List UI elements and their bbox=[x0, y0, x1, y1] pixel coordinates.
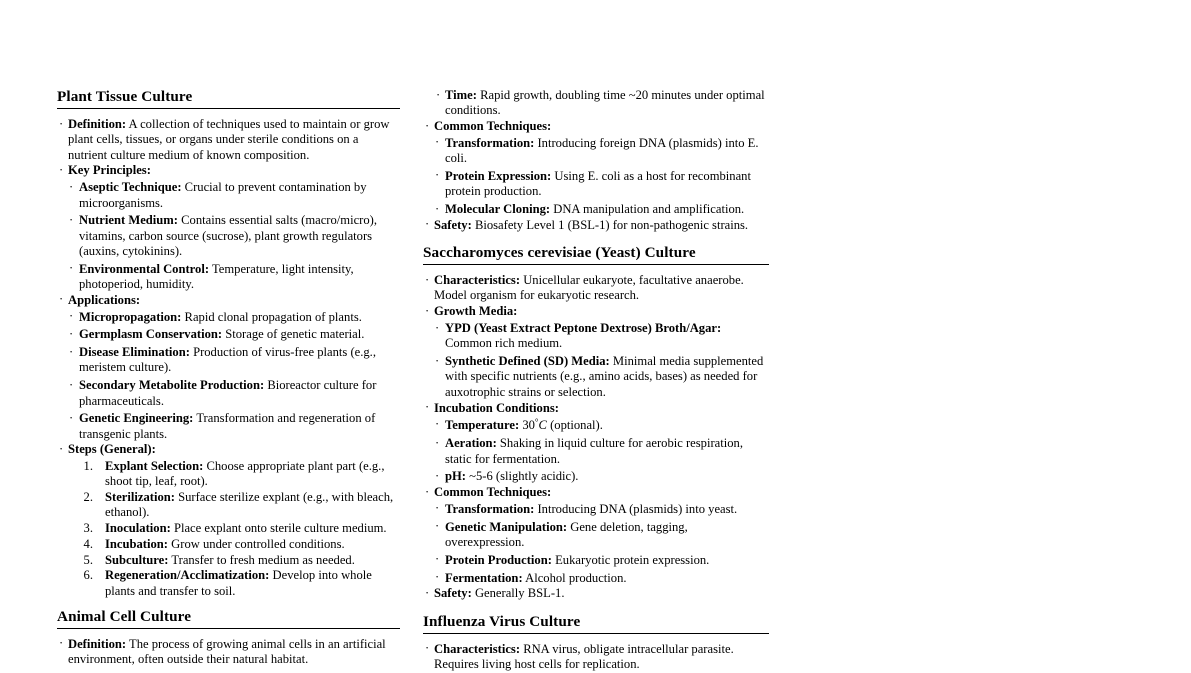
item-text: Crucial to prevent contamination by microorganisms. bbox=[79, 180, 367, 210]
bullet-list-level-1 bbox=[57, 637, 400, 668]
list-item bbox=[434, 169, 769, 200]
list-item bbox=[57, 442, 400, 598]
item-text: Generally BSL-1. bbox=[474, 586, 565, 601]
item-text: DNA manipulation and amplification. bbox=[553, 202, 745, 217]
item-lead: Transformation: bbox=[445, 135, 535, 150]
bullet-glyph: · bbox=[59, 441, 64, 456]
item-lead: Secondary Metabolite Production: bbox=[79, 378, 265, 393]
list-item bbox=[434, 553, 769, 568]
item-text: Temperature, light intensity, photoperiod, humidity. bbox=[79, 261, 354, 291]
degree-symbol: ° bbox=[534, 417, 539, 428]
item-text: Storage of genetic material. bbox=[225, 327, 365, 342]
heading-rule bbox=[423, 633, 769, 634]
item-lead: Aeration: bbox=[445, 436, 497, 451]
bullet-list-level-1 bbox=[423, 273, 769, 601]
item-text: Introducing DNA (plasmids) into yeast. bbox=[537, 501, 738, 516]
item-lead: Characteristics: bbox=[434, 273, 521, 288]
step-lead: Explant Selection: bbox=[105, 458, 204, 473]
item-text: Eukaryotic protein expression. bbox=[555, 552, 710, 567]
item-text: A collection of techniques used to maintain or grow plant cells, tissues, or organs under sterile conditions on a nutrient culture medium of known composition. bbox=[68, 117, 390, 162]
item-text: (optional). bbox=[550, 418, 603, 433]
item-text: Bioreactor culture for pharmaceuticals. bbox=[79, 378, 377, 408]
heading-rule bbox=[57, 108, 400, 109]
item-text: Rapid clonal propagation of plants. bbox=[184, 309, 362, 324]
bullet-list-level-2 bbox=[68, 180, 400, 292]
item-text: Gene deletion, tagging, overexpression. bbox=[445, 519, 688, 549]
item-lead: Disease Elimination: bbox=[79, 345, 190, 360]
item-text: Alcohol production. bbox=[525, 570, 627, 585]
step-item bbox=[68, 568, 400, 599]
item-text: Production of virus-free plants (e.g., meristem culture). bbox=[79, 345, 376, 375]
bullet-glyph: · bbox=[435, 168, 440, 183]
bullet-glyph: · bbox=[435, 416, 440, 431]
step-lead: Regeneration/Acclimatization: bbox=[105, 568, 270, 583]
section-yeast-culture bbox=[423, 244, 769, 602]
bullet-glyph: · bbox=[435, 468, 440, 483]
list-item bbox=[423, 586, 769, 601]
section-ecoli-continued bbox=[423, 88, 769, 233]
list-item bbox=[423, 485, 769, 586]
list-item bbox=[68, 378, 400, 409]
item-lead: Genetic Engineering: bbox=[79, 411, 194, 426]
item-lead: Common Techniques: bbox=[434, 485, 552, 500]
item-lead: Nutrient Medium: bbox=[79, 213, 178, 228]
item-text: Transformation and regeneration of transgenic plants. bbox=[79, 411, 376, 441]
list-item bbox=[423, 88, 769, 119]
bullet-glyph: · bbox=[69, 212, 74, 227]
list-item bbox=[57, 163, 400, 292]
bullet-glyph: · bbox=[435, 353, 440, 368]
list-item bbox=[68, 310, 400, 325]
item-lead: YPD (Yeast Extract Peptone Dextrose) Broth/Agar: bbox=[445, 321, 722, 336]
item-lead: Growth Media: bbox=[434, 304, 518, 319]
bullet-glyph: · bbox=[425, 400, 430, 415]
step-item bbox=[68, 459, 400, 490]
step-text: Develop into whole plants and transfer to soil. bbox=[105, 568, 372, 598]
bullet-list-level-1 bbox=[57, 117, 400, 599]
item-lead: Environmental Control: bbox=[79, 261, 210, 276]
item-lead: Steps (General): bbox=[68, 442, 156, 457]
list-item bbox=[434, 321, 769, 352]
bullet-glyph: · bbox=[59, 636, 64, 651]
section-animal-cell-culture bbox=[57, 608, 400, 668]
bullet-glyph: · bbox=[435, 201, 440, 216]
item-text: Contains essential salts (macro/micro), vitamins, carbon source (sucrose), plant growth regulators (auxins, cytokinins). bbox=[79, 213, 378, 258]
item-lead: Applications: bbox=[68, 292, 141, 307]
list-item bbox=[423, 119, 769, 217]
item-lead: Micropropagation: bbox=[79, 309, 182, 324]
item-lead: Definition: bbox=[68, 117, 127, 132]
list-item bbox=[434, 136, 769, 167]
item-lead: Protein Expression: bbox=[445, 168, 552, 183]
item-lead: Key Principles: bbox=[68, 163, 151, 178]
list-item bbox=[434, 417, 769, 433]
step-text: Transfer to fresh medium as needed. bbox=[171, 552, 355, 567]
bullet-glyph: · bbox=[69, 309, 74, 324]
list-item bbox=[423, 218, 769, 233]
bullet-list-level-2 bbox=[434, 136, 769, 217]
step-lead: Inoculation: bbox=[105, 520, 171, 535]
bullet-glyph: · bbox=[436, 87, 441, 102]
step-item bbox=[68, 537, 400, 552]
list-item bbox=[434, 202, 769, 217]
item-lead: Aseptic Technique: bbox=[79, 180, 182, 195]
item-text: ~5-6 (slightly acidic). bbox=[469, 469, 579, 484]
step-text: Place explant onto sterile culture medium. bbox=[173, 520, 387, 535]
item-text: Unicellular eukaryote, facultative anaerobe. Model organism for eukaryotic research. bbox=[434, 273, 744, 303]
list-item bbox=[68, 262, 400, 293]
bullet-list-level-1 bbox=[423, 88, 769, 233]
bullet-glyph: · bbox=[435, 519, 440, 534]
list-item bbox=[423, 642, 769, 673]
list-item bbox=[423, 401, 769, 485]
item-text: Shaking in liquid culture for aerobic respiration, static for fermentation. bbox=[445, 436, 743, 466]
bullet-glyph: · bbox=[435, 320, 440, 335]
bullet-glyph: · bbox=[435, 435, 440, 450]
item-lead: Common Techniques: bbox=[434, 119, 552, 134]
bullet-glyph: · bbox=[59, 116, 64, 131]
step-item bbox=[68, 553, 400, 568]
bullet-glyph: · bbox=[435, 552, 440, 567]
section-heading: Animal Cell Culture bbox=[57, 607, 192, 625]
bullet-list-level-2 bbox=[434, 417, 769, 484]
bullet-list-level-2 bbox=[434, 502, 769, 586]
section-heading: Saccharomyces cerevisiae (Yeast) Culture bbox=[423, 244, 696, 262]
item-text: Minimal media supplemented with specific nutrients (e.g., amino acids, bases) as needed for auxotrophic strains or selection. bbox=[445, 354, 764, 399]
bullet-list-level-1 bbox=[423, 642, 769, 673]
step-lead: Sterilization: bbox=[105, 489, 175, 504]
step-lead: Subculture: bbox=[105, 552, 169, 567]
item-lead: pH: bbox=[445, 469, 466, 484]
heading-rule bbox=[57, 628, 400, 629]
list-item bbox=[57, 293, 400, 442]
bullet-glyph: · bbox=[425, 118, 430, 133]
list-item bbox=[434, 469, 769, 484]
bullet-glyph: · bbox=[425, 272, 430, 287]
temperature-unit: C bbox=[538, 418, 547, 433]
bullet-list-level-2 bbox=[434, 321, 769, 400]
section-influenza-virus-culture bbox=[423, 613, 769, 673]
bullet-list-level-2 bbox=[68, 310, 400, 442]
item-lead: Germplasm Conservation: bbox=[79, 327, 223, 342]
list-item bbox=[434, 354, 769, 400]
bullet-glyph: · bbox=[69, 179, 74, 194]
list-item bbox=[68, 180, 400, 211]
bullet-glyph: · bbox=[69, 261, 74, 276]
step-text: Grow under controlled conditions. bbox=[171, 536, 345, 551]
bullet-glyph: · bbox=[425, 217, 430, 232]
temperature-value bbox=[522, 418, 547, 432]
bullet-glyph: · bbox=[435, 501, 440, 516]
list-item bbox=[434, 571, 769, 586]
item-lead: Incubation Conditions: bbox=[434, 400, 559, 415]
list-item bbox=[68, 345, 400, 376]
item-lead: Time: bbox=[445, 88, 477, 102]
item-text: The process of growing animal cells in an artificial environment, often outside their natural habitat. bbox=[68, 636, 386, 667]
left-column bbox=[57, 88, 400, 673]
list-item bbox=[434, 502, 769, 517]
item-lead: Genetic Manipulation: bbox=[445, 519, 568, 534]
item-lead: Molecular Cloning: bbox=[445, 202, 551, 217]
list-item bbox=[57, 637, 400, 668]
section-heading: Plant Tissue Culture bbox=[57, 88, 193, 105]
right-column bbox=[423, 88, 769, 673]
temperature-number: 30 bbox=[522, 418, 535, 433]
bullet-glyph: · bbox=[69, 410, 74, 425]
bullet-glyph: · bbox=[425, 641, 430, 656]
item-lead: Temperature: bbox=[445, 418, 520, 433]
item-lead: Definition: bbox=[68, 636, 127, 651]
step-lead: Incubation: bbox=[105, 536, 168, 551]
two-column-layout bbox=[57, 88, 769, 673]
numbered-step-list bbox=[68, 459, 400, 599]
section-plant-tissue-culture bbox=[57, 88, 400, 599]
heading-rule bbox=[423, 264, 769, 265]
item-text: Introducing foreign DNA (plasmids) into E. coli. bbox=[445, 135, 759, 166]
bullet-glyph: · bbox=[425, 585, 430, 600]
item-text: Using E. coli as a host for recombinant protein production. bbox=[445, 168, 751, 199]
list-item bbox=[423, 304, 769, 400]
item-lead: Safety: bbox=[434, 586, 472, 601]
step-item bbox=[68, 521, 400, 536]
item-text: Rapid growth, doubling time ~20 minutes under optimal conditions. bbox=[445, 88, 765, 118]
list-item bbox=[423, 273, 769, 304]
bullet-glyph: · bbox=[425, 303, 430, 318]
bullet-glyph: · bbox=[59, 292, 64, 307]
list-item bbox=[434, 520, 769, 551]
item-text: Common rich medium. bbox=[445, 336, 563, 351]
bullet-glyph: · bbox=[59, 162, 64, 177]
bullet-glyph: · bbox=[435, 135, 440, 150]
step-text: Surface sterilize explant (e.g., with bleach, ethanol). bbox=[105, 489, 394, 520]
item-lead: Fermentation: bbox=[445, 570, 523, 585]
bullet-glyph: · bbox=[425, 484, 430, 499]
bullet-glyph: · bbox=[69, 344, 74, 359]
section-heading: Influenza Virus Culture bbox=[423, 612, 581, 630]
item-lead: Synthetic Defined (SD) Media: bbox=[445, 354, 610, 369]
item-text: RNA virus, obligate intracellular parasite. Requires living host cells for replication. bbox=[434, 641, 734, 671]
item-lead: Protein Production: bbox=[445, 552, 552, 567]
list-item bbox=[68, 327, 400, 342]
bullet-glyph: · bbox=[69, 326, 74, 341]
list-item bbox=[434, 436, 769, 467]
step-text: Choose appropriate plant part (e.g., shoot tip, leaf, root). bbox=[105, 458, 385, 489]
item-lead: Transformation: bbox=[445, 501, 535, 516]
item-lead: Safety: bbox=[434, 217, 472, 232]
list-item bbox=[68, 411, 400, 442]
step-item bbox=[68, 490, 400, 521]
list-item bbox=[68, 213, 400, 259]
item-text: Biosafety Level 1 (BSL-1) for non-pathogenic strains. bbox=[474, 217, 749, 232]
bullet-glyph: · bbox=[69, 377, 74, 392]
bullet-glyph: · bbox=[435, 570, 440, 585]
list-item bbox=[57, 117, 400, 163]
item-lead: Characteristics: bbox=[434, 641, 521, 656]
